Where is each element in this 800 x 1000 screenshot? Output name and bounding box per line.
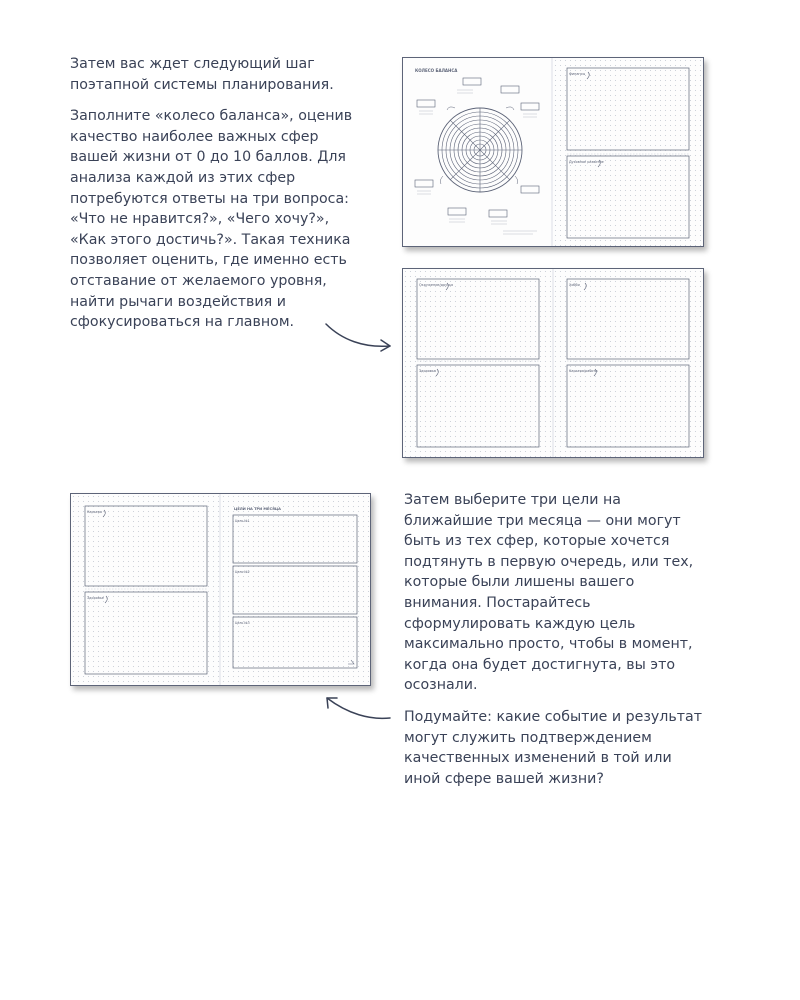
goal-label: Цель №2 [235, 570, 250, 574]
goals-title: ЦЕЛИ НА ТРИ МЕСЯЦА [234, 507, 281, 511]
arrow-left-icon [320, 690, 395, 726]
arrow-right-icon [322, 318, 397, 356]
box-label: Финансы [569, 72, 586, 76]
goal-label: Цель №3 [235, 621, 250, 625]
intro-paragraph: Затем вас ждет следующий шаг поэтапной системы планирования. [70, 56, 334, 93]
notebook-spread-spheres [402, 268, 704, 458]
notebook-spread-wheel-of-balance [402, 57, 704, 247]
box-label: Карьера [87, 510, 102, 514]
goal-label: Цель №1 [235, 519, 250, 523]
wheel-title: КОЛЕСО БАЛАНСА [415, 68, 458, 73]
box-label: Здоровье [419, 369, 436, 373]
goals-paragraph: Затем выберите три цели на ближайшие три месяца — они могут быть из тех сфер, которые хочется подтянуть в первую очередь, или тех, которые были лишены вашего внимания. Постарайтесь сформулировать каждую цель максимально просто, чтобы в момент, когда она будет достигнута, вы это осознали. [404, 492, 694, 694]
intro-text-block [70, 54, 368, 344]
wheel-of-balance-diagram [438, 108, 522, 192]
goals-text-block [404, 490, 704, 800]
box-label: Карьера/работа [569, 369, 598, 373]
box-label: Окружение/друзья [419, 283, 454, 287]
box-label: Хобби [569, 283, 580, 287]
reflection-paragraph: Подумайте: какие событие и результат могут служить подтверждением качественных изменений в той или иной сфере вашей жизни? [404, 708, 702, 787]
box-label: Здоровье [87, 596, 104, 600]
box-label: Духовное развитие [569, 160, 604, 164]
notebook-spread-goals [70, 493, 371, 686]
wheel-description-paragraph: Заполните «колесо баланса», оценив качество наиболее важных сфер вашей жизни от 0 до 10 баллов. Для анализа каждой из этих сфер потребуются ответы на три вопроса: «Что не нравится?», «Чего хочу?», «Как этого достичь?». Такая техника позволяет оценить, где именно есть отставание от желаемого уровня, найти рычаги воздействия и сфокусироваться на главном. [70, 108, 353, 331]
